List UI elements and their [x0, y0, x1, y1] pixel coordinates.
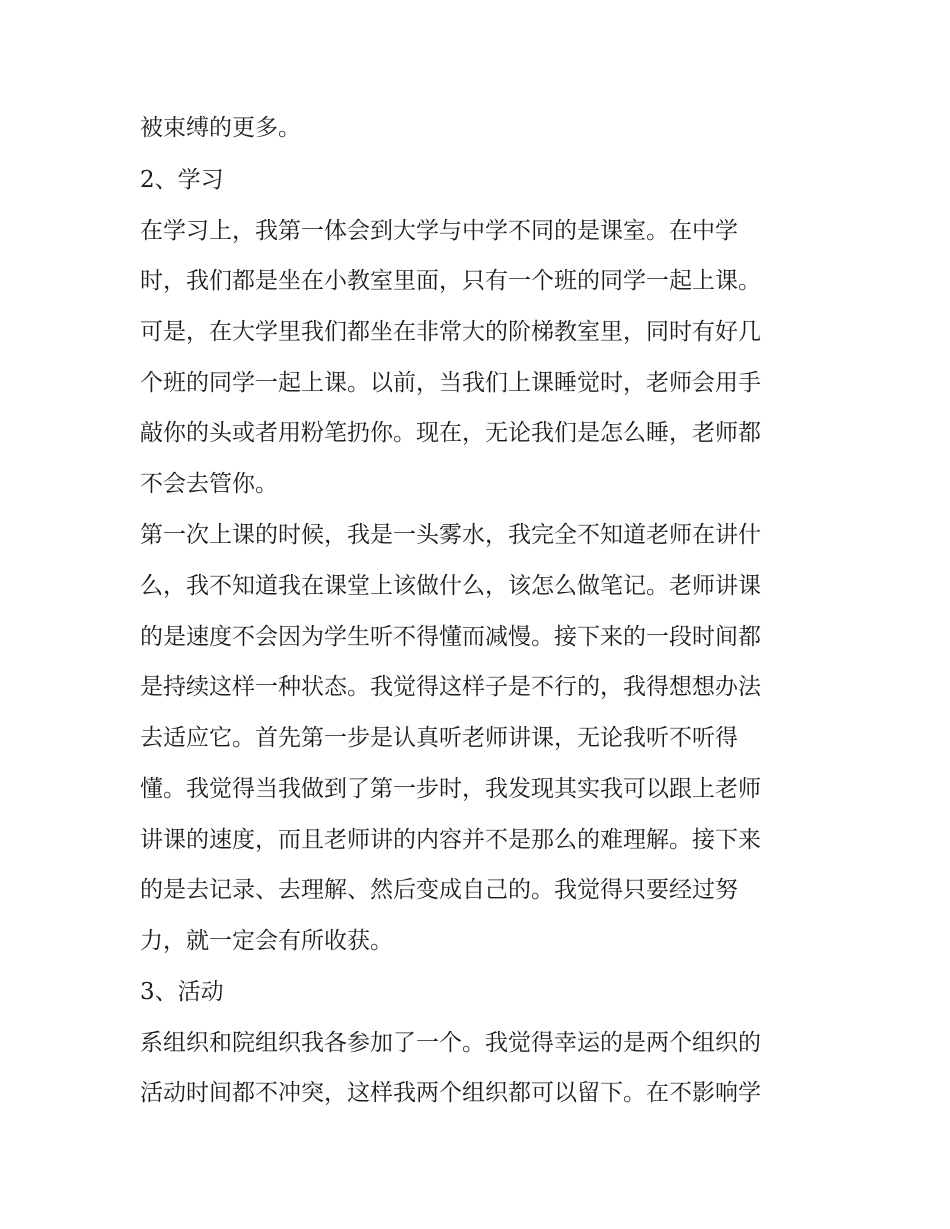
text-line-17: 力，就一定会有所收获。: [140, 928, 393, 954]
text-line-5: 可是，在大学里我们都坐在非常大的阶梯教室里，同时有好几: [140, 319, 761, 345]
section-heading-activities: 3、活动: [140, 979, 224, 1005]
text-line-20: 活动时间都不冲突，这样我两个组织都可以留下。在不影响学: [140, 1080, 761, 1106]
section-heading-study: 2、学习: [140, 167, 224, 193]
text-line-13: 去适应它。首先第一步是认真听老师讲课，无论我听不听得: [140, 725, 738, 751]
text-line-16: 的是去记录、去理解、然后变成自己的。我觉得只要经过努: [140, 877, 738, 903]
text-line-10: 么，我不知道我在课堂上该做什么，该怎么做笔记。老师讲课: [140, 573, 761, 599]
text-line-3: 在学习上，我第一体会到大学与中学不同的是课室。在中学: [140, 218, 738, 244]
text-line-11: 的是速度不会因为学生听不得懂而减慢。接下来的一段时间都: [140, 624, 761, 650]
text-line-8: 不会去管你。: [140, 471, 278, 497]
text-line-14: 懂。我觉得当我做到了第一步时，我发现其实我可以跟上老师: [140, 776, 761, 802]
text-line-7: 敲你的头或者用粉笔扔你。现在，无论我们是怎么睡，老师都: [140, 420, 761, 446]
text-line-15: 讲课的速度，而且老师讲的内容并不是那么的难理解。接下来: [140, 827, 761, 853]
text-line-6: 个班的同学一起上课。以前，当我们上课睡觉时，老师会用手: [140, 370, 761, 396]
text-line-1: 被束缚的更多。: [140, 115, 301, 141]
text-line-4: 时，我们都是坐在小教室里面，只有一个班的同学一起上课。: [140, 268, 761, 294]
text-line-9: 第一次上课的时候，我是一头雾水，我完全不知道老师在讲什: [140, 522, 761, 548]
text-line-19: 系组织和院组织我各参加了一个。我觉得幸运的是两个组织的: [140, 1030, 761, 1056]
text-line-12: 是持续这样一种状态。我觉得这样子是不行的，我得想想办法: [140, 674, 761, 700]
